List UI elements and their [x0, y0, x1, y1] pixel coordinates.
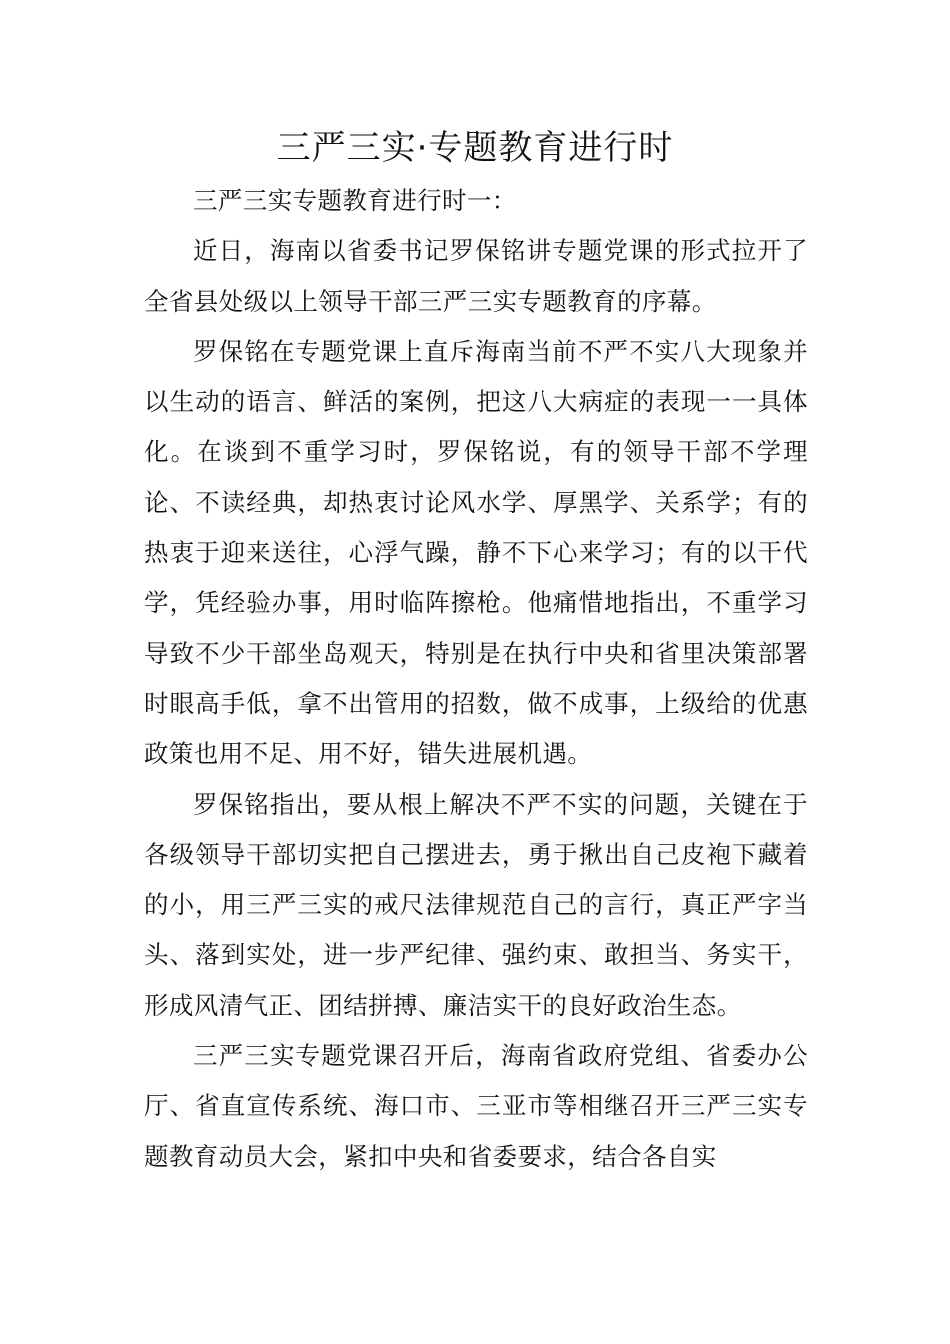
document-title: 三严三实·专题教育进行时	[276, 128, 674, 168]
paragraph: 罗保铭指出，要从根上解决不严不实的问题，关键在于各级领导干部切实把自己摆进去，勇于揪出自己皮袍下藏着的小，用三严三实的戒尺法律规范自己的言行，真正严字当头、落到实处，进一步严纪律、强约束、敢担当、务实干，形成风清气正、团结拼搏、廉洁实干的良好政治生态。	[144, 789, 808, 1020]
paragraph: 三严三实专题党课召开后，海南省政府党组、省委办公厅、省直宣传系统、海口市、三亚市等相继召开三严三实专题教育动员大会，紧扣中央和省委要求，结合各自实	[144, 1041, 808, 1171]
paragraph: 近日，海南以省委书记罗保铭讲专题党课的形式拉开了全省县处级以上领导干部三严三实专题教育的序幕。	[144, 236, 808, 316]
paragraph-intro-heading: 三严三实专题教育进行时一：	[193, 186, 517, 215]
document-body	[144, 176, 808, 1182]
paragraph: 罗保铭在专题党课上直斥海南当前不严不实八大现象并以生动的语言、鲜活的案例，把这八大病症的表现一一具体化。在谈到不重学习时，罗保铭说，有的领导干部不学理论、不读经典，却热衷讨论风水学、厚黑学、关系学；有的热衷于迎来送往，心浮气躁，静不下心来学习；有的以干代学，凭经验办事，用时临阵擦枪。他痛惜地指出，不重学习导致不少干部坐岛观天，特别是在执行中央和省里决策部署时眼高手低，拿不出管用的招数，做不成事，上级给的优惠政策也用不足、用不好，错失进展机遇。	[144, 336, 808, 769]
